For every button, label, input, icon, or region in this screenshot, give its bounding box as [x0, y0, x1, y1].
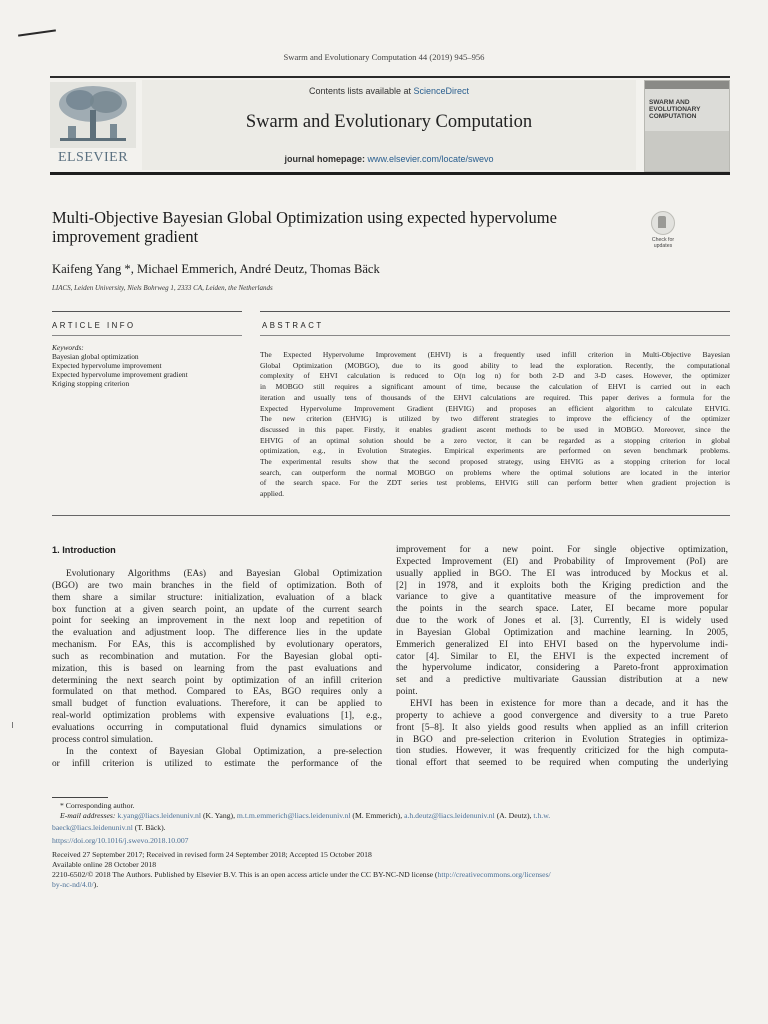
footnote-rule — [52, 797, 108, 798]
email-name: (M. Emmerich), — [350, 811, 405, 821]
abstract-body — [260, 350, 730, 500]
running-header: Swarm and Evolutionary Computation 44 (2019) 945–956 — [283, 52, 485, 62]
abstract-line: search, can outperform the normal MOBGO on problems where the optimal solutions are located in the interior — [260, 467, 730, 477]
abstract-line: discussed in this paper. Firstly, it enables gradient ascent methods to be used in MOBGO. Moreover, since the — [260, 424, 730, 434]
email-name: (K. Yang), — [201, 811, 237, 821]
email-link-emmerich[interactable]: m.t.m.emmerich@liacs.leidenuniv.nl — [236, 811, 351, 821]
email-line — [60, 811, 728, 821]
email-link-baeck-continued[interactable]: baeck@liacs.leidenuniv.nl — [52, 823, 133, 832]
title-line-2: improvement gradient — [52, 227, 199, 246]
license-line-continued — [52, 880, 728, 890]
body-line: the points in the search space. Later, EI became more popular — [396, 604, 728, 615]
body-line: [2] in 1978, and it exploits both the Kriging prediction and the — [396, 580, 728, 591]
keyword-item: Expected hypervolume improvement gradient — [52, 370, 188, 379]
license-close: ). — [93, 880, 99, 890]
body-line: process control simulation. — [52, 734, 153, 745]
body-line: determining the next search point by optimization of an infill criterion — [52, 675, 382, 686]
paper-title — [52, 208, 622, 246]
scan-margin-mark — [12, 722, 13, 728]
contents-line — [142, 86, 636, 96]
email-name: (A. Deutz), — [494, 811, 534, 821]
corresponding-author-note: * Corresponding author. — [60, 801, 135, 810]
email-line-continued — [52, 823, 728, 833]
banner-rule — [50, 172, 730, 175]
check-for-updates-icon — [651, 211, 675, 235]
article-info-rule-bottom — [52, 335, 242, 336]
keyword-item: Bayesian global optimization — [52, 352, 139, 361]
body-line: due to the work of Jones et al. [3]. Currently, EI is widely used — [396, 616, 728, 627]
body-line: in BGO and pre-selection criterion in Evolution Strategies in optimiza- — [396, 734, 728, 745]
abstract-line: optimization, e.g., in Evolution Strategies. Empirical experiments are performed on seven benchmark problems. — [260, 446, 730, 456]
body-line: improvement for a new point. For single objective optimization, — [396, 545, 728, 555]
body-line: front [5–8]. It also yields good results when applied as an infill criterion — [396, 722, 728, 733]
body-line: cator [4]. Similar to EI, the EHVI is the expected increment of — [396, 651, 728, 662]
license-link[interactable]: http://creativecommons.org/licenses/ — [437, 870, 551, 880]
title-line-1: Multi-Objective Bayesian Global Optimization using expected hypervolume — [52, 208, 557, 227]
body-line: set and a predictive multivariate Gaussian distribution at a new — [396, 675, 728, 686]
email-link-yang[interactable]: k.yang@liacs.leidenuniv.nl — [117, 811, 202, 821]
abstract-line: Expected Hypervolume Improvement Gradient (EHVIG) and proposes an efficient algorithm to calculate EHVIG. — [260, 403, 730, 413]
body-line: small budget of function evaluations. Therefore, it can be applied to — [52, 699, 382, 710]
abstract-line: of the search space. For the ZDT series test problems, EHVIG still can perform better when gradient projection is — [260, 478, 730, 488]
license-line — [52, 870, 728, 880]
email-label: E-mail addresses: — [60, 811, 116, 821]
license-text: 2210-6502/© 2018 The Authors. Published by Elsevier B.V. This is an open access article under the CC BY-NC-ND license ( — [52, 870, 438, 880]
body-line: the evaluation and adjustment loop. The difference lies in the update — [52, 628, 382, 639]
abstract-line: The Expected Hypervolume Improvement (EHVI) is a frequently used infill criterion in Multi-Objective Bayesian — [260, 350, 730, 359]
author-list: Kaifeng Yang *, Michael Emmerich, André Deutz, Thomas Bäck — [52, 262, 380, 276]
abstract-line: in MOBGO still requires a significant amount of time, because the calculation of EHVI is carried out in each — [260, 382, 730, 392]
body-line: point. — [396, 687, 418, 698]
email-link-deutz[interactable]: a.h.deutz@liacs.leidenuniv.nl — [404, 811, 495, 821]
homepage-label: journal homepage: — [284, 154, 365, 164]
doi-link[interactable]: https://doi.org/10.1016/j.swevo.2018.10.007 — [52, 836, 189, 846]
footnotes — [60, 801, 728, 822]
abstract-line: complexity of EHVI calculation is reduced to O(n log n) for both 2-D and 3-D cases. However, the optimizer — [260, 371, 730, 381]
abstract-line: The experimental results show that the second proposed strategy, using EHVIG as a stopping criterion for local — [260, 457, 730, 467]
intro-left-column — [52, 569, 382, 770]
body-line: EHVI has been in existence for more than a decade, and it has the — [410, 698, 728, 709]
abstract-heading: ABSTRACT — [262, 321, 324, 330]
body-line: real-world optimization problems with expensive evaluations [1], e.g., — [52, 711, 382, 722]
abstract-line: applied. — [260, 489, 284, 499]
keyword-item: Expected hypervolume improvement — [52, 361, 162, 370]
body-line: evaluations occurring in computational fluid dynamics simulations or — [52, 722, 382, 733]
abstract-line: iteration and usually tens of thousands of the EHVI calculations are required. This paper derives a formula for the — [260, 392, 730, 402]
intro-right-column — [396, 545, 728, 770]
journal-title: Swarm and Evolutionary Computation — [245, 112, 533, 132]
section-heading-introduction: 1. Introduction — [52, 545, 116, 555]
received-dates: Received 27 September 2017; Received in revised form 24 September 2018; Accepted 15 October 2018 — [52, 849, 372, 859]
doi-line — [52, 836, 728, 846]
body-line: them share a similar structure: initialization, evaluation of a black — [52, 592, 382, 603]
body-line: tion studies. However, it was frequently criticized for the high computa- — [396, 746, 728, 757]
body-line: box function at a given search point, an update of the current search — [52, 604, 382, 615]
sciencedirect-link[interactable]: ScienceDirect — [413, 86, 470, 96]
publisher-name: ELSEVIER — [57, 150, 129, 165]
article-info-rule-top — [52, 311, 242, 312]
keyword-item: Kriging stopping criterion — [52, 379, 130, 388]
body-line: mization, this is based on learning from the past evaluations and — [52, 663, 382, 674]
body-line: usually applied in BGO. The EI was introduced by Mockus et al. — [396, 568, 728, 579]
email-link-baeck[interactable]: t.h.w. — [533, 811, 551, 821]
body-line: tional effort that seemed to be required when computing the underlying — [396, 758, 728, 769]
keywords-block — [52, 343, 252, 388]
check-for-updates-label: Check for updates — [651, 237, 675, 249]
article-metadata — [52, 823, 728, 891]
body-line: formulated on that method. Compared to EAs, BGO requires only a — [52, 687, 382, 698]
body-line: the hypervolume indicator, considering a Pareto-front approximation — [396, 663, 728, 674]
keywords-label: Keywords: — [52, 343, 84, 352]
header-rule — [50, 76, 730, 78]
body-line: (BGO) are two main branches in the field of optimization. Both of — [52, 580, 382, 591]
article-info-heading: ARTICLE INFO — [52, 321, 136, 330]
body-line: such as recombination and mutation. For the Bayesian global opti- — [52, 651, 382, 662]
scan-mark — [18, 29, 56, 36]
body-line: variance to give a quantitative measure of the improvement for — [396, 592, 728, 603]
cover-band — [645, 131, 729, 171]
body-line: Expected Improvement (EI) and Probability of Improvement (PoI) are — [396, 556, 728, 567]
body-line: Evolutionary Algorithms (EAs) and Bayesian Global Optimization — [66, 569, 382, 579]
homepage-link[interactable]: www.elsevier.com/locate/swevo — [367, 154, 494, 164]
journal-cover — [644, 80, 730, 172]
body-line: Emmerich generalized EI into EHVI based on the hypervolume indi- — [396, 639, 728, 650]
abstract-line: The new criterion (EHVIG) is utilized by two different strategies to improve the efficiency of the optimizer — [260, 414, 730, 424]
body-line: property to achieve a good convergence and diversity to a true Pareto — [396, 710, 728, 721]
abstract-rule-top — [260, 311, 730, 312]
body-line: or infill criterion is utilized to estimate the performance of the — [52, 758, 382, 769]
check-for-updates-badge[interactable] — [645, 211, 681, 251]
affiliation: LIACS, Leiden University, Niels Bohrweg 1, 2333 CA, Leiden, the Netherlands — [52, 284, 273, 292]
email-name: (T. Bäck). — [132, 823, 166, 832]
abstract-line: Global Optimization (MOBGO), due to its good ability to lead the exploration. Recently, the computational — [260, 360, 730, 370]
journal-homepage — [142, 154, 636, 164]
abstract-end-rule — [52, 515, 730, 516]
body-line: point for seeking an improvement in the next loop and repetition of — [52, 616, 382, 627]
body-line: in Bayesian Global Optimization and machine learning. In 2005, — [396, 627, 728, 638]
available-online: Available online 28 October 2018 — [52, 859, 157, 869]
cover-stripe — [645, 81, 729, 89]
body-line: In the context of Bayesian Global Optimization, a pre-selection — [66, 746, 382, 757]
abstract-rule-bottom — [260, 335, 730, 336]
contents-prefix: Contents lists available at — [308, 86, 414, 96]
license-link-continued[interactable]: by-nc-nd/4.0/ — [52, 880, 94, 890]
body-line: mechanism. For EAs, this is accomplished by evolutionary operators, — [52, 640, 382, 651]
cover-title: SWARM AND EVOLUTIONARY COMPUTATION — [649, 99, 701, 120]
abstract-line: EHVIG of an optimal solution should be a zero vector, it can be regarded as a stopping criterion in global — [260, 435, 730, 445]
